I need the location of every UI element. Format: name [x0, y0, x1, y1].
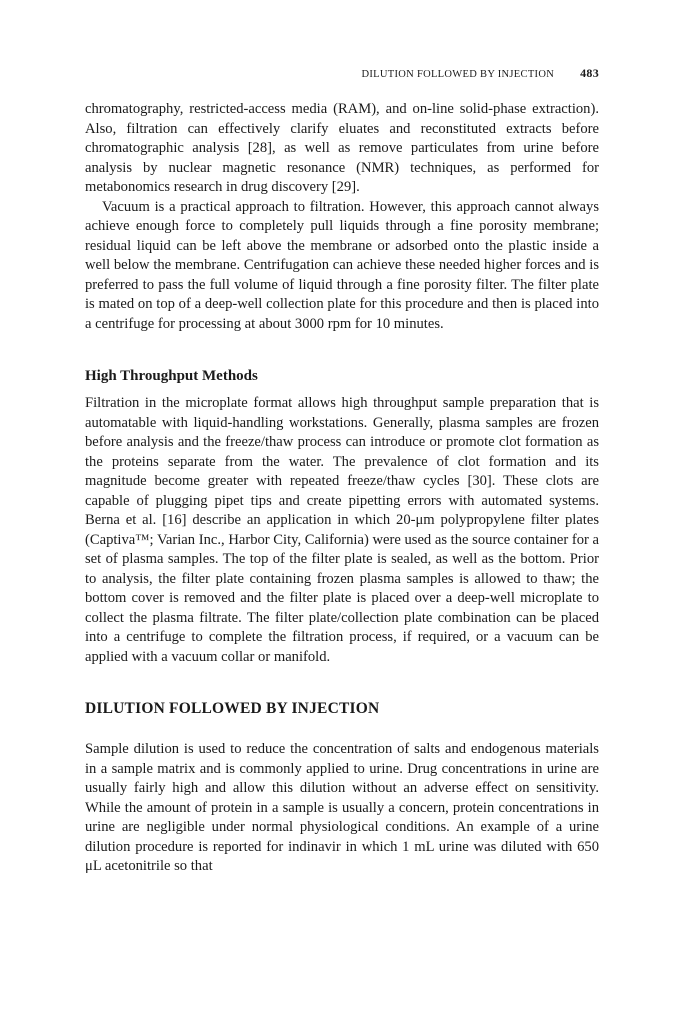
- page: [85, 66, 599, 877]
- section-heading-dilution: DILUTION FOLLOWED BY INJECTION: [85, 700, 380, 717]
- section-heading-high-throughput: High Throughput Methods: [85, 368, 258, 384]
- paragraph-high-throughput: Filtration in the microplate format allows high throughput sample preparation that is automatable with liquid-handling workstations. Generally, plasma samples are frozen before analysis and the freeze/thaw process can introduce or promote clot formation as the proteins separate from the water. The prevalence of clot formation and its magnitude become greater with repeated freeze/thaw cycles [30]. These clots are capable of plugging pipet tips and create pipetting errors with automated systems. Berna et al. [16] describe an application in which 20-μm polypropylene filter plates (Captiva™; Varian Inc., Harbor City, California) were used as the source container for a set of plasma samples. The top of the filter plate is sealed, as well as the bottom. Prior to analysis, the filter plate containing frozen plasma samples is allowed to thaw; the bottom cover is removed and the filter plate is placed over a deep-well microplate to collect the plasma filtrate. The filter plate/collection plate combination can be placed into a centrifuge to complete the filtration process, if required, or a vacuum can be applied with a vacuum collar or manifold.: [85, 395, 599, 665]
- running-head-title: DILUTION FOLLOWED BY INJECTION: [361, 69, 555, 80]
- paragraph-dilution: Sample dilution is used to reduce the concentration of salts and endogenous materials in a sample matrix and is commonly applied to urine. Drug concentrations in urine are usually fairly high and allow this dilution without an adverse effect on sensitivity. While the amount of protein in a sample is usually a concern, protein concentrations in urine are negligible under normal physiological conditions. An example of a urine dilution procedure is reported for indinavir in which 1 mL urine was diluted with 650 μL acetonitrile so that: [85, 741, 599, 874]
- paragraph-vacuum-filtration: Vacuum is a practical approach to filtration. However, this approach cannot always achieve enough force to completely pull liquids through a fine porosity membrane; residual liquid can be left above the membrane or adsorbed onto the plastic inside a well below the membrane. Centrifugation can achieve these needed higher forces and is preferred to pass the full volume of liquid through a fine porosity filter. The filter plate is mated on top of a deep-well collection plate for this procedure and then is placed into a centrifuge for processing at about 3000 rpm for 10 minutes.: [85, 198, 599, 332]
- running-head: [85, 66, 599, 84]
- page-number: 483: [580, 66, 599, 80]
- paragraph-continued: chromatography, restricted-access media (RAM), and on-line solid-phase extraction). Also, filtration can effectively clarify eluates and reconstituted extracts before chromatographic analysis [28], as well as remove particulates from urine before analysis by nuclear magnetic resonance (NMR) techniques, as performed for metabonomics research in drug discovery [29].: [85, 101, 599, 195]
